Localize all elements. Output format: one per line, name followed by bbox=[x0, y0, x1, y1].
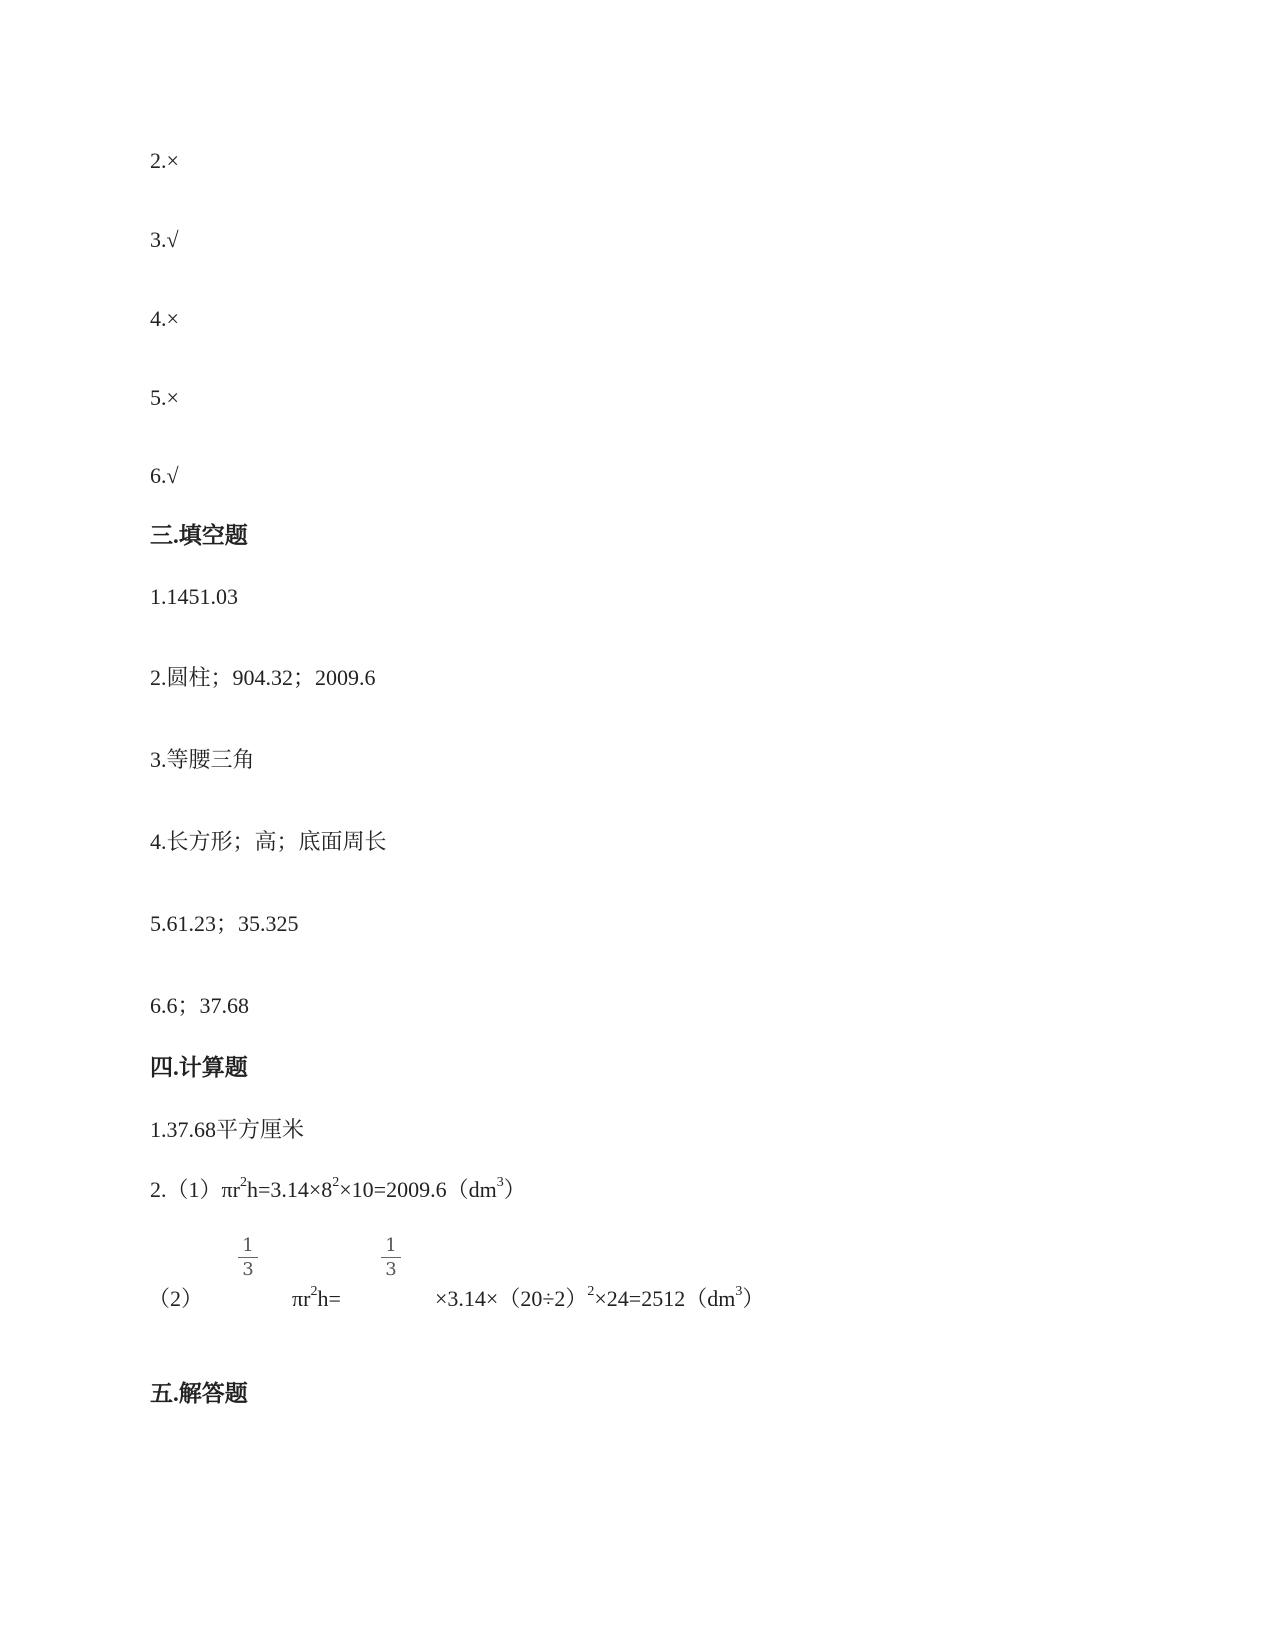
exponent: 3 bbox=[735, 1283, 743, 1299]
answer-line: 4.长方形；高；底面周长 bbox=[150, 829, 387, 854]
fraction-bar bbox=[238, 1257, 258, 1258]
formula-text: h= bbox=[317, 1286, 341, 1311]
answer-line: 4.× bbox=[150, 306, 179, 331]
answer-line: 6.√ bbox=[150, 463, 179, 488]
fraction-numerator: 1 bbox=[242, 1235, 254, 1256]
answer-line: 2.圆柱；904.32；2009.6 bbox=[150, 665, 376, 690]
exponent: 2 bbox=[310, 1283, 318, 1299]
formula-text: ） bbox=[503, 1177, 526, 1202]
formula-text bbox=[435, 1283, 765, 1312]
exponent: 2 bbox=[239, 1174, 247, 1190]
section-heading: 五.解答题 bbox=[150, 1381, 248, 1406]
answer-line: 3.等腰三角 bbox=[150, 747, 255, 772]
formula-text: ×24=2512（dm bbox=[594, 1286, 736, 1311]
formula-label: （2） bbox=[148, 1286, 204, 1311]
answer-line: 3.√ bbox=[150, 227, 179, 252]
fraction-denominator: 3 bbox=[242, 1259, 254, 1280]
answer-line: 6.6；37.68 bbox=[150, 993, 250, 1018]
exponent: 2 bbox=[587, 1283, 595, 1299]
fraction-one-third bbox=[238, 1236, 258, 1280]
formula-line bbox=[150, 1174, 526, 1203]
section-heading: 三.填空题 bbox=[150, 523, 248, 548]
answer-line: 2.× bbox=[150, 148, 179, 173]
fraction-numerator: 1 bbox=[385, 1235, 397, 1256]
exponent: 2 bbox=[332, 1174, 340, 1190]
formula-text: πr bbox=[292, 1286, 311, 1311]
formula-text bbox=[292, 1283, 341, 1312]
section-heading: 四.计算题 bbox=[150, 1055, 248, 1080]
formula-text: ×3.14×（20÷2） bbox=[435, 1286, 588, 1311]
fraction-bar bbox=[381, 1257, 401, 1258]
formula-text: 2.（1）πr bbox=[150, 1177, 240, 1202]
exponent: 3 bbox=[496, 1174, 504, 1190]
fraction-denominator: 3 bbox=[385, 1259, 397, 1280]
answer-line: 1.37.68平方厘米 bbox=[150, 1117, 305, 1142]
fraction-one-third bbox=[381, 1236, 401, 1280]
formula-text: h=3.14×8 bbox=[246, 1177, 333, 1202]
answer-line: 5.61.23；35.325 bbox=[150, 911, 299, 936]
formula-text: ×10=2009.6（dm bbox=[339, 1177, 497, 1202]
answer-line: 5.× bbox=[150, 385, 179, 410]
answer-line: 1.1451.03 bbox=[150, 584, 238, 609]
formula-text: ） bbox=[742, 1286, 765, 1311]
